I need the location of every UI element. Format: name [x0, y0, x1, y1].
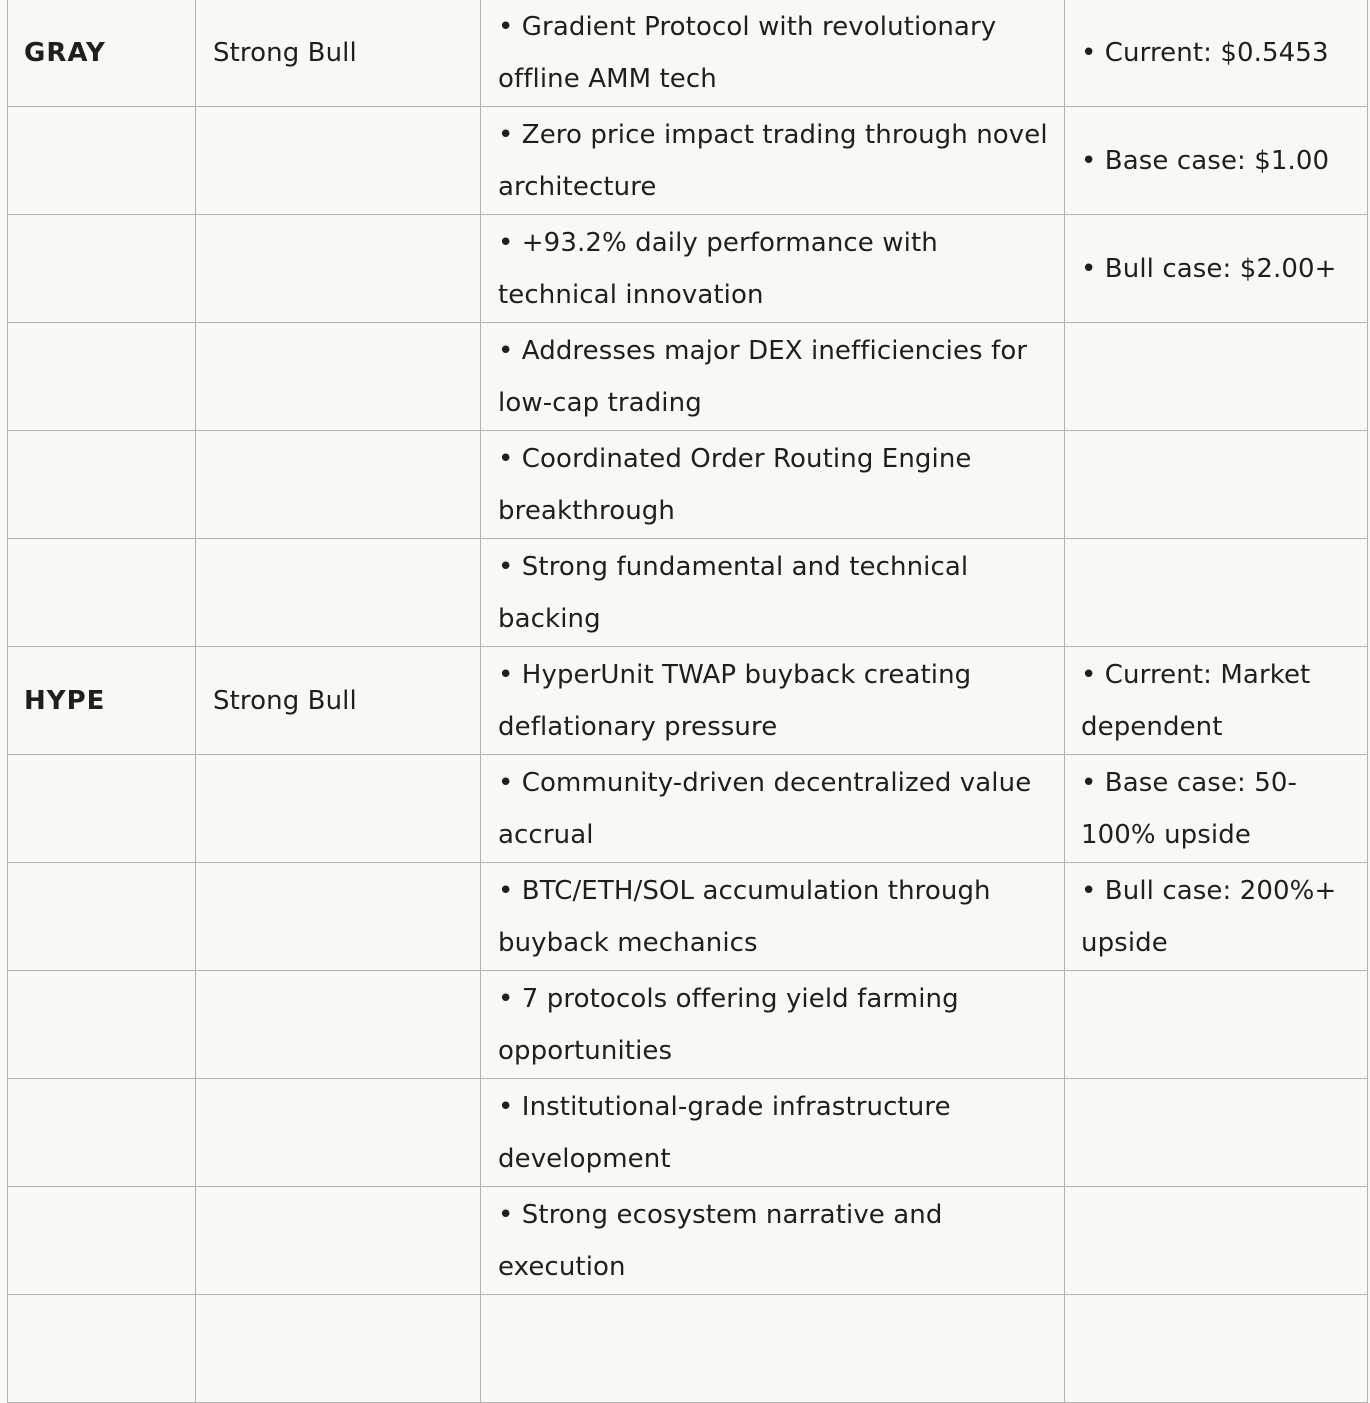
ticker-cell: [8, 1187, 196, 1295]
table-row: [8, 215, 1368, 323]
outlook-cell: Strong Bull: [196, 0, 481, 107]
table-row: [8, 431, 1368, 539]
outlook-cell: [196, 323, 481, 431]
ticker-cell: GRAY: [8, 0, 196, 107]
ticker-cell: [8, 755, 196, 863]
price-target-cell: [1065, 1187, 1368, 1295]
price-target-cell: • Current: $0.5453: [1065, 0, 1368, 107]
ticker-cell: [8, 1295, 196, 1403]
table-row: [8, 539, 1368, 647]
catalyst-cell: • Zero price impact trading through novel architecture: [481, 107, 1065, 215]
price-target-cell: • Base case: 50-100% upside: [1065, 755, 1368, 863]
ticker-cell: [8, 107, 196, 215]
table-row: [8, 647, 1368, 755]
price-target-cell: [1065, 971, 1368, 1079]
ticker-cell: [8, 215, 196, 323]
price-target-cell: [1065, 1079, 1368, 1187]
price-target-cell: • Base case: $1.00: [1065, 107, 1368, 215]
outlook-cell: [196, 215, 481, 323]
catalyst-cell: • BTC/ETH/SOL accumulation through buyback mechanics: [481, 863, 1065, 971]
catalyst-cell: • Strong fundamental and technical backing: [481, 539, 1065, 647]
table-row: [8, 971, 1368, 1079]
ticker-cell: HYPE: [8, 647, 196, 755]
table-row: [8, 863, 1368, 971]
catalyst-cell: • Community-driven decentralized value accrual: [481, 755, 1065, 863]
price-target-cell: • Current: Market dependent: [1065, 647, 1368, 755]
outlook-cell: [196, 863, 481, 971]
table-row: [8, 1295, 1368, 1403]
table-row: [8, 1079, 1368, 1187]
table-row: [8, 1187, 1368, 1295]
ticker-cell: [8, 539, 196, 647]
outlook-cell: [196, 1187, 481, 1295]
catalyst-cell: [481, 1295, 1065, 1403]
catalyst-cell: • 7 protocols offering yield farming opportunities: [481, 971, 1065, 1079]
catalyst-cell: • Coordinated Order Routing Engine breakthrough: [481, 431, 1065, 539]
ticker-cell: [8, 431, 196, 539]
analysis-table-container: [7, 0, 1367, 1403]
outlook-cell: [196, 971, 481, 1079]
ticker-cell: [8, 971, 196, 1079]
price-target-cell: [1065, 431, 1368, 539]
price-target-cell: • Bull case: 200%+ upside: [1065, 863, 1368, 971]
table-row: [8, 107, 1368, 215]
price-target-cell: [1065, 539, 1368, 647]
ticker-cell: [8, 863, 196, 971]
table-row: [8, 0, 1368, 107]
table-row: [8, 755, 1368, 863]
table-row: [8, 323, 1368, 431]
catalyst-cell: • +93.2% daily performance with technical innovation: [481, 215, 1065, 323]
catalyst-cell: • Gradient Protocol with revolutionary offline AMM tech: [481, 0, 1065, 107]
token-analysis-table: [7, 0, 1368, 1403]
outlook-cell: [196, 107, 481, 215]
catalyst-cell: • Strong ecosystem narrative and execution: [481, 1187, 1065, 1295]
ticker-cell: [8, 323, 196, 431]
ticker-cell: [8, 1079, 196, 1187]
outlook-cell: [196, 1295, 481, 1403]
catalyst-cell: • Institutional-grade infrastructure development: [481, 1079, 1065, 1187]
outlook-cell: Strong Bull: [196, 647, 481, 755]
catalyst-cell: • Addresses major DEX inefficiencies for low-cap trading: [481, 323, 1065, 431]
outlook-cell: [196, 431, 481, 539]
outlook-cell: [196, 539, 481, 647]
outlook-cell: [196, 755, 481, 863]
catalyst-cell: • HyperUnit TWAP buyback creating deflationary pressure: [481, 647, 1065, 755]
outlook-cell: [196, 1079, 481, 1187]
price-target-cell: [1065, 323, 1368, 431]
price-target-cell: • Bull case: $2.00+: [1065, 215, 1368, 323]
price-target-cell: [1065, 1295, 1368, 1403]
